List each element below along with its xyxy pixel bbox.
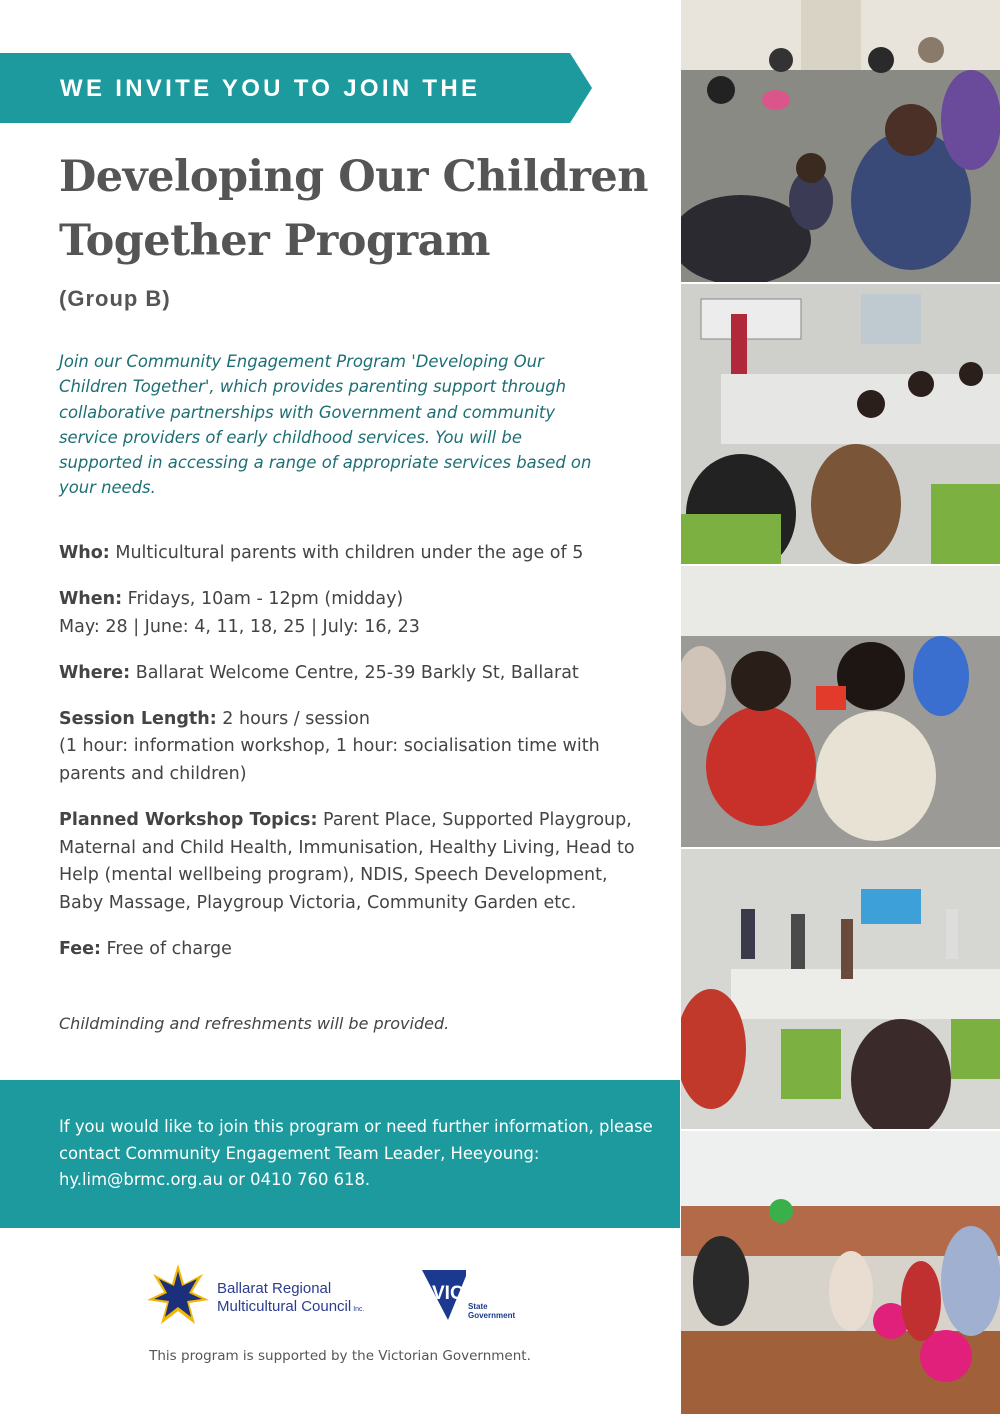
fee-label: Fee: [59,939,101,960]
detail-fee [59,936,649,964]
session-value: 2 hours / session [216,708,370,729]
when-label: When: [59,589,123,610]
where-label: Where: [59,662,131,683]
photo-presentation [681,284,1000,566]
who-label: Who: [59,543,110,563]
brmc-line-2 [217,1298,365,1319]
star-icon [145,1262,211,1328]
photo-balloons-outdoor [681,1131,1000,1414]
refreshments-note: Childminding and refreshments will be provided. [59,1014,450,1033]
detail-who [59,540,649,568]
who-value: Multicultural parents with children under the age of 5 [109,543,584,563]
victoria-government-logo [420,1266,530,1326]
fee-value: Free of charge [100,939,232,960]
title-line-1: Developing Our Children [59,152,649,202]
detail-when [59,586,649,641]
when-value: Fridays, 10am - 12pm (midday) [122,589,404,610]
footer-support-text: This program is supported by the Victorian Government. [149,1348,531,1364]
detail-where [59,660,649,688]
page-title [59,145,659,273]
brmc-line-1: Ballarat Regional [217,1280,332,1297]
title-line-2: Together Program [59,216,491,266]
brmc-name [217,1280,365,1319]
session-detail: (1 hour: information workshop, 1 hour: socialisation time with parents and children) [59,736,600,785]
brmc-inc: Inc. [353,1306,365,1313]
where-value: Ballarat Welcome Centre, 25-39 Barkly St, Ballarat [130,662,579,683]
detail-topics [59,807,649,917]
photo-children-playing [681,566,1000,849]
vic-subtitle [468,1302,515,1320]
banner-text: WE INVITE YOU TO JOIN THE [60,75,481,102]
vic-sub-2: Government [468,1311,516,1320]
intro-paragraph: Join our Community Engagement Program 'Developing Our Children Together', which provides parenting support through collaborative partnerships with Government and community service providers of early childhood services. You will be supported in accessing a range of appropriate services based on your needs. [59,352,592,498]
session-label: Session Length: [59,708,217,729]
topics-value: Parent Place, Supported Playgroup, Maternal and Child Health, Immunisation, Healthy Living, Head to Help (mental wellbeing program), NDIS, Speech Development, Baby Massage, Playgroup Victoria, Community Garden etc. [59,810,635,913]
vic-sub-1: State [468,1302,488,1311]
when-dates: May: 28 | June: 4, 11, 18, 25 | July: 16, 23 [59,616,420,637]
brmc-line-2-text: Multicultural Council [217,1298,352,1315]
photo-workshop-speakers [681,849,1000,1131]
detail-session [59,706,649,789]
vic-name-overlay: VICTORIA [432,1283,523,1304]
brmc-logo [145,1262,415,1326]
group-label: (Group B) [59,286,171,311]
program-details [59,540,649,982]
photo-circle-activity [681,0,1000,284]
contact-info: If you would like to join this program or need further information, please contact Community Engagement Team Leader, Heeyoung: hy.lim@brmc.org.au or 0410 760 618. [59,1117,653,1189]
topics-label: Planned Workshop Topics: [59,810,318,831]
